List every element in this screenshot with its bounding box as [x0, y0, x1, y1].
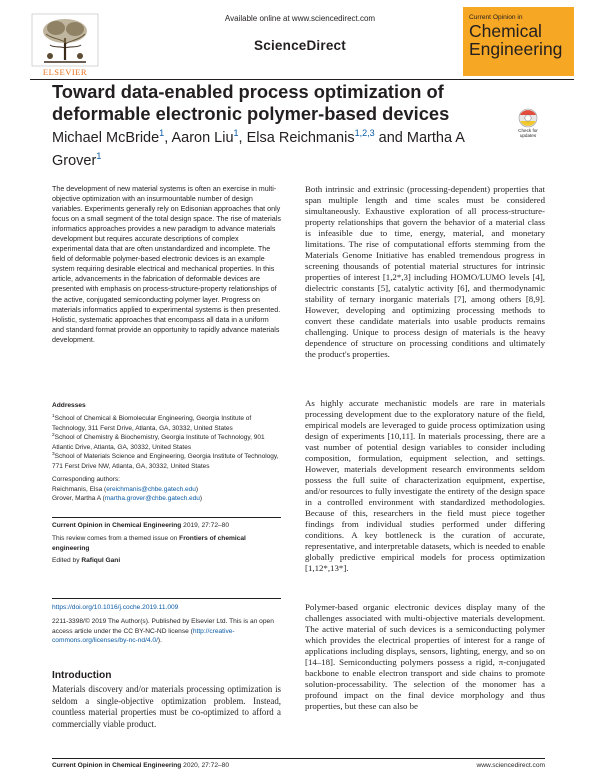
- license-notice: 2211-3398/© 2019 The Author(s). Published by Elsevier Ltd. This is an open access article under the CC BY-NC-ND license (http://creative-commons.org/licenses/by-nc-nd/4.0/).: [52, 618, 274, 644]
- abstract: The development of new material systems is often an exercise in multi-objective optimization with an insurmountable number of design variables. Experiments generally rely on Edisonian approaches that only focus on a small segment of the total design space. The rise of materials informatics approaches provides a new paradigm to advance materials development but requires accurate descriptions of complex experimental data that are often unstandardized and incomplete. The field of deformable polymer-based electronic devices is an example system requiring desirable electrical and mechanical properties. In this article, advancements in the fabrication of deformable devices are presented with emphasis on process-structure-property relationships of the active, conjugated semiconducting polymer layer. Progress on materials informatics applied to experimental systems is then presented. Holistic, systematic approaches that encompass all data in a uniform and standard format provide an opportunity to rapidly advance materials development.: [52, 185, 281, 344]
- author-affiliation-sup: 1: [159, 128, 165, 138]
- article-title: Toward data-enabled process optimization of deformable electronic polymer-based devices: [52, 81, 450, 124]
- address-item: $^3$School of Materials Science and Engineering, Georgia Institute of Technology, 771 Ferst Drive NW, Atlanta, GA, 30332, United States: [52, 452, 279, 470]
- sciencedirect-title[interactable]: ScienceDirect: [254, 38, 346, 53]
- journal-box-title: Chemical Engineering: [469, 21, 563, 59]
- email-link[interactable]: martha.grover@chbe.gatech.edu: [104, 495, 200, 503]
- author-name: Michael McBride: [52, 129, 160, 146]
- journal-citation: Current Opinion in Chemical Engineering 2019, 27:72–80: [52, 522, 229, 529]
- addresses-heading: Addresses: [52, 402, 86, 409]
- available-online: Available online at www.sciencedirect.com: [224, 14, 376, 23]
- author-affiliation-sup: 1: [233, 128, 239, 138]
- license-link[interactable]: http://creative-commons.org/licenses/by-nc-nd/4.0/: [52, 627, 235, 644]
- author-name: Aaron Liu: [171, 129, 234, 146]
- email-link[interactable]: ereichmanis@chbe.gatech.edu: [106, 485, 196, 493]
- footer-site[interactable]: www.sciencedirect.com: [476, 762, 545, 769]
- author-name: Martha A Grover: [52, 129, 465, 169]
- body-paragraph-2: As highly accurate mechanistic models are rare in materials processing development due to the exploratory nature of the field, empirical models are leveraged to guide process optimization using design of experiments [10,11]. In materials processing, there are a vast number of potential design variables to consider including composition, formulation, equipment selection, and settings. However, materials development research environments seldom possess the full suite of characterization equipment, expertise, and/or resources to fully investigate the entirety of the design space in a controlled environment with standardized methodologies. Because of this, researchers in the field must piece together findings from individual studies performed under differing conditions. A key bottleneck is the curation of accurate, representative, and interpretable datasets, which is needed to enable globally predictive empirical models for process optimization [1,12*,13*].: [305, 398, 545, 574]
- meta-rule: [52, 517, 281, 518]
- journal-cover-box: [463, 7, 574, 76]
- edited-by: Edited by Rafiqul Gani: [52, 557, 121, 564]
- author-affiliation-sup: 1: [96, 150, 102, 161]
- footer-journal: Current Opinion in Chemical Engineering 2020, 27:72–80: [52, 762, 229, 769]
- body-paragraph-3: Polymer-based organic electronic devices display many of the challenges associated with multi-objective materials development. The active material of such devices is a semiconducting polymer which provides the electrical properties of interest for a range of applications including displays, sensors, lighting, energy, and so on [14–18]. Semiconducting polymers possess a rigid, π-conjugated backbone to enable electron transport and side chains to promote solution-processability. The selection of the monomer has a profound impact on the final device morphology and thus properties, but these can also be: [305, 602, 545, 712]
- elsevier-wordmark: ELSEVIER: [42, 67, 88, 77]
- author-name: Elsa Reichmanis: [246, 129, 355, 146]
- author-list: Michael McBride$^1$, Aaron Liu$^1$, Elsa Reichmanis$^{1,2,3}$ and Martha A Grover$^1$: [52, 128, 465, 169]
- check-for-updates-label[interactable]: Check for updates: [518, 128, 538, 138]
- header-rule: [30, 79, 574, 80]
- doi-rule: [52, 598, 281, 599]
- corresponding-authors: Corresponding authors: Reichmanis, Elsa (ereichmanis@chbe.gatech.edu) Grover, Martha A (martha.grover@chbe.gatech.edu): [52, 476, 203, 503]
- author-affiliation-sup: 1,2,3: [354, 128, 375, 138]
- body-paragraph-1: Both intrinsic and extrinsic (processing-dependent) properties that span multiple length and time scales must be considered simultaneously. Exhaustive exploration of all process-structure-property relationships that govern the behavior of a material class is infeasible due to time, energy, material, and monetary limitations. The rise of computational efforts stemming from the Materials Genome Initiative has enabled tremendous progress in screening thousands of potential material structures for intrinsic properties of interest [1,2*,3] including HOMO/LUMO levels [4], dielectric constants [5], catalytic activity [6], and thermodynamic stability of ternary inorganic materials [7], among others [8,9]. However, developing and optimizing processing methods to convert these candidate materials into usable products remains challenging. Unique to process design of materials is the heavy dependence of structure on processing conditions and ultimately the product's properties.: [305, 184, 545, 360]
- themed-issue: This review comes from a themed issue on Frontiers of chemical engineering: [52, 535, 246, 552]
- address-item: $^1$School of Chemical & Biomolecular Engineering, Georgia Institute of Technology, 311 Ferst Drive, Atlanta, GA, 30332, United States: [52, 414, 252, 432]
- address-item: $^2$School of Chemistry & Biochemistry, Georgia Institute of Technology, 901 Atlantic Drive, Atlanta, GA, 30332, United States: [52, 433, 265, 451]
- footer-rule: [52, 758, 545, 759]
- introduction-text: Materials discovery and/or materials processing optimization is seldom a single-objective optimization problem. Instead, countless material properties must be co-optimized to afford a commercially viable product.: [52, 684, 281, 730]
- journal-box-small: Current Opinion in: [469, 14, 523, 21]
- doi-link[interactable]: https://doi.org/10.1016/j.coche.2019.11.009: [52, 604, 179, 611]
- introduction-heading: Introduction: [52, 670, 112, 681]
